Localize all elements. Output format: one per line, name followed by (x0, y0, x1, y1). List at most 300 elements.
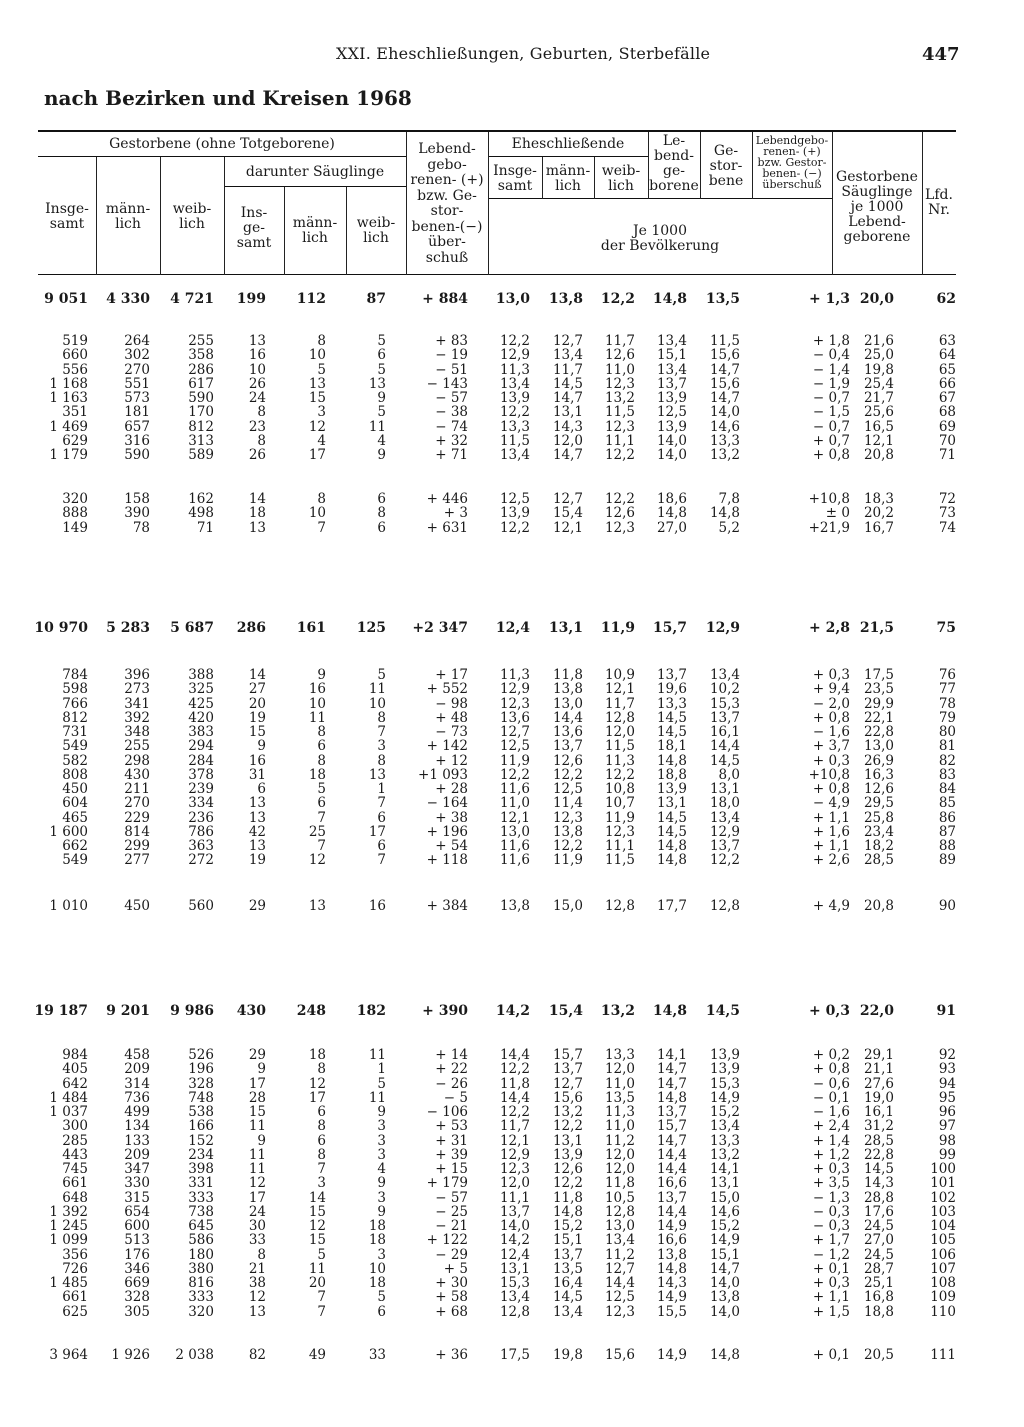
cell-ehe-weiblich: 12,0 (604, 1161, 635, 1177)
cell-lfd-nr: 93 (938, 1061, 956, 1078)
cell-gestorbene-weiblich: 9 986 (170, 1003, 214, 1019)
cell-ehe-weiblich: 12,8 (604, 709, 635, 726)
cell-ehe-weiblich: 11,7 (604, 333, 635, 349)
cell-ueberschuss-rate: + 1,1 (812, 838, 850, 854)
cell-saeuglinge-insgesamt: 286 (236, 620, 266, 636)
cell-gestorbene-weiblich: 586 (188, 1232, 214, 1249)
cell-lfd-nr: 80 (938, 724, 956, 740)
cell-ehe-weiblich: 13,2 (600, 1003, 635, 1019)
cell-ehe-insgesamt: 12,2 (499, 404, 530, 421)
cell-ehe-insgesamt: 11,6 (499, 781, 530, 797)
cell-saeuglinge-insgesamt: 19 (248, 852, 266, 869)
cell-saeuglinge-weiblich: 5 (377, 1075, 386, 1092)
cell-ehe-weiblich: 11,9 (600, 620, 635, 636)
cell-gestorbene-weiblich: 617 (188, 375, 214, 392)
cell-lfd-nr: 103 (930, 1203, 956, 1220)
cell-ueberschuss: + 122 (426, 1232, 468, 1249)
cell-ehe-maennlich: 11,9 (552, 852, 583, 869)
cell-saeuglinge-weiblich: 10 (368, 1260, 386, 1277)
cell-ehe-insgesamt: 13,4 (499, 1289, 530, 1306)
cell-saeuglinge-insgesamt: 14 (248, 667, 266, 683)
header-ueberschuss-rate: Lebendgebo- renen- (+) bzw. Gestor- benen- (−) überschuß (755, 134, 829, 191)
cell-saeuglinge-rate: 14,5 (863, 1161, 894, 1177)
header-weiblich: weib- lich (172, 201, 212, 232)
cell-saeuglinge-maennlich: 10 (308, 347, 326, 364)
cell-gestorbene-insgesamt: 726 (62, 1260, 88, 1277)
cell-saeuglinge-insgesamt: 16 (248, 752, 266, 769)
header-rule-gestorbene (38, 156, 406, 157)
table-row (38, 1091, 956, 1105)
cell-gestorbene-weiblich: 786 (188, 823, 214, 840)
cell-gestorbene-insgesamt: 556 (62, 361, 88, 378)
table-header (38, 130, 956, 276)
cell-saeuglinge-maennlich: 248 (296, 1003, 326, 1019)
cell-saeuglinge-weiblich: 16 (368, 898, 386, 914)
cell-ehe-weiblich: 12,3 (604, 375, 635, 392)
cell-saeuglinge-maennlich: 12 (308, 852, 326, 869)
cell-gestorbene-insgesamt: 519 (62, 333, 88, 349)
cell-gestorbene-maennlich: 134 (124, 1118, 150, 1135)
cell-saeuglinge-insgesamt: 15 (248, 724, 266, 740)
cell-ehe-maennlich: 14,3 (552, 418, 583, 435)
cell-gestorbene-weiblich: 272 (188, 852, 214, 869)
cell-saeuglinge-rate: 29,1 (863, 1047, 894, 1063)
cell-ehe-weiblich: 10,9 (604, 667, 635, 683)
cell-gestorbene-maennlich: 5 283 (106, 620, 150, 636)
cell-gestorbene-maennlich: 211 (124, 781, 150, 797)
cell-gestorbene-maennlich: 299 (124, 838, 150, 854)
cell-saeuglinge-insgesamt: 17 (248, 1189, 266, 1206)
cell-lfd-nr: 85 (938, 795, 956, 812)
cell-ehe-insgesamt: 11,6 (499, 838, 530, 854)
cell-ehe-weiblich: 13,3 (604, 1047, 635, 1063)
cell-lebendgeborene: 14,7 (656, 1061, 687, 1078)
cell-gestorbene-maennlich: 551 (124, 375, 150, 392)
cell-ehe-maennlich: 15,4 (552, 505, 583, 522)
cell-ueberschuss-rate: + 0,3 (812, 1275, 850, 1291)
cell-ueberschuss-rate: + 0,8 (812, 1061, 850, 1078)
cell-ueberschuss: + 36 (435, 1347, 468, 1363)
cell-lebendgeborene: 14,8 (652, 291, 687, 307)
cell-ueberschuss-rate: − 0,4 (812, 347, 850, 364)
cell-saeuglinge-insgesamt: 38 (248, 1275, 266, 1291)
cell-ehe-weiblich: 13,4 (604, 1232, 635, 1249)
cell-lebendgeborene: 18,1 (656, 738, 687, 755)
cell-saeuglinge-rate: 14,3 (863, 1175, 894, 1192)
cell-gestorbene-weiblich: 294 (188, 738, 214, 755)
cell-gestorbene-maennlich: 78 (132, 519, 150, 536)
cell-lebendgeborene: 15,5 (656, 1303, 687, 1320)
table-row (38, 1119, 956, 1133)
cell-lebendgeborene: 14,8 (656, 1089, 687, 1106)
cell-gestorbene-maennlich: 209 (124, 1061, 150, 1078)
cell-saeuglinge-insgesamt: 20 (248, 695, 266, 712)
cell-gestorbene-weiblich: 748 (188, 1089, 214, 1106)
cell-saeuglinge-weiblich: 8 (377, 752, 386, 769)
cell-ehe-insgesamt: 13,7 (499, 1203, 530, 1220)
table-row (38, 754, 956, 768)
cell-ueberschuss-rate: − 0,6 (812, 1075, 850, 1092)
table-title: nach Bezirken und Kreisen 1968 (44, 86, 412, 110)
cell-ueberschuss-rate: − 0,3 (812, 1203, 850, 1220)
cell-gestorbene-weiblich: 334 (188, 795, 214, 812)
cell-gestorbene-insgesamt: 648 (62, 1189, 88, 1206)
cell-saeuglinge-insgesamt: 13 (248, 333, 266, 349)
cell-gestorbene-rate: 13,3 (709, 1132, 740, 1149)
cell-ehe-weiblich: 12,2 (604, 447, 635, 463)
cell-lebendgeborene: 14,9 (656, 1289, 687, 1306)
cell-ueberschuss-rate: + 0,8 (812, 447, 850, 463)
cell-ehe-maennlich: 14,7 (552, 390, 583, 406)
cell-gestorbene-weiblich: 738 (188, 1203, 214, 1220)
cell-saeuglinge-weiblich: 3 (377, 738, 386, 755)
cell-ehe-maennlich: 15,1 (552, 1232, 583, 1249)
table-row (38, 521, 956, 535)
cell-saeuglinge-weiblich: 1 (377, 1061, 386, 1078)
cell-ueberschuss-rate: − 0,1 (812, 1089, 850, 1106)
cell-saeuglinge-weiblich: 3 (377, 1118, 386, 1135)
cell-ehe-insgesamt: 17,5 (499, 1347, 530, 1363)
cell-lebendgeborene: 17,7 (656, 898, 687, 914)
cell-saeuglinge-insgesamt: 13 (248, 1303, 266, 1320)
cell-ehe-insgesamt: 12,4 (495, 620, 530, 636)
table-row (38, 1105, 956, 1119)
header-je-1000: Je 1000 der Bevölkerung (600, 223, 720, 254)
cell-saeuglinge-weiblich: 3 (377, 1132, 386, 1149)
cell-gestorbene-weiblich: 388 (188, 667, 214, 683)
cell-gestorbene-weiblich: 162 (188, 491, 214, 507)
cell-saeuglinge-insgesamt: 42 (248, 823, 266, 840)
table-row (38, 668, 956, 682)
cell-gestorbene-weiblich: 284 (188, 752, 214, 769)
cell-saeuglinge-rate: 19,8 (863, 361, 894, 378)
cell-saeuglinge-rate: 16,8 (863, 1289, 894, 1306)
header-maennlich: männ- lich (105, 201, 151, 232)
cell-gestorbene-weiblich: 358 (188, 347, 214, 364)
table-row (38, 448, 956, 462)
cell-lebendgeborene: 14,9 (656, 1218, 687, 1234)
cell-ehe-maennlich: 13,1 (552, 1132, 583, 1149)
cell-saeuglinge-rate: 12,6 (863, 781, 894, 797)
cell-ehe-maennlich: 14,8 (552, 1203, 583, 1220)
cell-ehe-insgesamt: 13,0 (495, 291, 530, 307)
cell-saeuglinge-maennlich: 7 (317, 1289, 326, 1306)
cell-saeuglinge-insgesamt: 18 (248, 505, 266, 522)
cell-ueberschuss: − 29 (435, 1246, 468, 1263)
cell-lebendgeborene: 14,5 (656, 809, 687, 826)
cell-ueberschuss: + 384 (426, 898, 468, 914)
cell-lebendgeborene: 15,1 (656, 347, 687, 364)
cell-ehe-insgesamt: 14,4 (499, 1047, 530, 1063)
cell-ehe-maennlich: 12,7 (552, 333, 583, 349)
cell-lfd-nr: 77 (938, 681, 956, 698)
cell-saeuglinge-rate: 27,6 (863, 1075, 894, 1092)
cell-ehe-insgesamt: 12,2 (499, 333, 530, 349)
cell-lfd-nr: 99 (938, 1146, 956, 1163)
cell-ueberschuss: + 54 (435, 838, 468, 854)
cell-gestorbene-weiblich: 236 (188, 809, 214, 826)
cell-gestorbene-rate: 13,4 (709, 1118, 740, 1135)
cell-ueberschuss-rate: − 0,7 (812, 418, 850, 435)
cell-gestorbene-weiblich: 420 (188, 709, 214, 726)
cell-ehe-maennlich: 15,7 (552, 1047, 583, 1063)
cell-ehe-maennlich: 14,7 (552, 447, 583, 463)
cell-ehe-insgesamt: 11,7 (499, 1118, 530, 1135)
cell-ueberschuss-rate: + 0,1 (812, 1347, 850, 1363)
cell-saeuglinge-weiblich: 9 (377, 1203, 386, 1220)
cell-gestorbene-rate: 14,9 (709, 1089, 740, 1106)
cell-ueberschuss: + 179 (426, 1175, 468, 1192)
cell-gestorbene-weiblich: 2 038 (175, 1347, 214, 1363)
cell-ueberschuss: + 5 (443, 1260, 468, 1277)
cell-ehe-weiblich: 12,3 (604, 418, 635, 435)
cell-lebendgeborene: 13,4 (656, 333, 687, 349)
cell-saeuglinge-rate: 21,7 (863, 390, 894, 406)
cell-gestorbene-rate: 13,8 (709, 1289, 740, 1306)
cell-gestorbene-insgesamt: 784 (62, 667, 88, 683)
table-row (38, 1176, 956, 1190)
header-saeuglinge-group: darunter Säuglinge (245, 164, 385, 180)
cell-ueberschuss-rate: − 2,0 (812, 695, 850, 712)
cell-saeuglinge-weiblich: 8 (377, 505, 386, 522)
cell-lfd-nr: 109 (930, 1289, 956, 1306)
cell-lebendgeborene: 15,7 (652, 620, 687, 636)
cell-ueberschuss: − 98 (435, 695, 468, 712)
cell-ehe-maennlich: 11,7 (552, 361, 583, 378)
cell-ehe-insgesamt: 12,0 (499, 1175, 530, 1192)
cell-ueberschuss: − 38 (435, 404, 468, 421)
cell-gestorbene-rate: 13,5 (705, 291, 740, 307)
cell-gestorbene-maennlich: 314 (124, 1075, 150, 1092)
cell-ehe-maennlich: 13,7 (552, 1246, 583, 1263)
cell-gestorbene-maennlich: 590 (124, 447, 150, 463)
cell-gestorbene-rate: 14,8 (709, 1347, 740, 1363)
cell-lebendgeborene: 19,6 (656, 681, 687, 698)
cell-saeuglinge-weiblich: 10 (368, 695, 386, 712)
table-row (38, 682, 956, 696)
cell-ueberschuss-rate: − 1,6 (812, 724, 850, 740)
header-ueberschuss: Lebend- gebo- renen- (+) bzw. Ge- stor- benen-(−) über- schuß (410, 141, 484, 266)
table-row (38, 1262, 956, 1276)
cell-lfd-nr: 81 (938, 738, 956, 755)
cell-saeuglinge-rate: 21,1 (863, 1061, 894, 1078)
cell-gestorbene-maennlich: 458 (124, 1047, 150, 1063)
header-ehe-insgesamt: Insge- samt (493, 163, 537, 194)
cell-gestorbene-weiblich: 331 (188, 1175, 214, 1192)
cell-gestorbene-insgesamt: 660 (62, 347, 88, 364)
cell-ueberschuss: − 57 (435, 390, 468, 406)
cell-saeuglinge-insgesamt: 12 (248, 1289, 266, 1306)
cell-ehe-weiblich: 11,5 (604, 852, 635, 869)
cell-saeuglinge-insgesamt: 9 (257, 1061, 266, 1078)
cell-saeuglinge-rate: 25,6 (863, 404, 894, 421)
cell-lebendgeborene: 14,5 (656, 709, 687, 726)
header-saeuglinge-rate: Gestorbene Säuglinge je 1000 Lebend- geborene (836, 169, 918, 245)
cell-ueberschuss: + 53 (435, 1118, 468, 1135)
header-rule-saeuglinge (224, 186, 406, 187)
cell-saeuglinge-insgesamt: 30 (248, 1218, 266, 1234)
cell-saeuglinge-maennlich: 5 (317, 361, 326, 378)
cell-saeuglinge-maennlich: 14 (308, 1189, 326, 1206)
cell-lfd-nr: 101 (930, 1175, 956, 1192)
cell-gestorbene-weiblich: 333 (188, 1189, 214, 1206)
cell-ueberschuss: + 58 (435, 1289, 468, 1306)
cell-saeuglinge-weiblich: 1 (377, 781, 386, 797)
table-row (38, 1191, 956, 1205)
cell-saeuglinge-insgesamt: 29 (248, 898, 266, 914)
cell-gestorbene-insgesamt: 662 (62, 838, 88, 854)
cell-saeuglinge-maennlich: 25 (308, 823, 326, 840)
cell-ueberschuss-rate: + 0,1 (812, 1260, 850, 1277)
cell-saeuglinge-insgesamt: 82 (248, 1347, 266, 1363)
cell-saeuglinge-maennlich: 9 (317, 667, 326, 683)
cell-ehe-maennlich: 13,8 (552, 681, 583, 698)
cell-ehe-weiblich: 12,2 (604, 766, 635, 783)
cell-ueberschuss: + 38 (435, 809, 468, 826)
table-row (38, 899, 956, 913)
cell-saeuglinge-weiblich: 5 (377, 333, 386, 349)
cell-ueberschuss-rate: + 2,6 (812, 852, 850, 869)
cell-gestorbene-rate: 14,7 (709, 390, 740, 406)
cell-ueberschuss-rate: + 0,8 (812, 709, 850, 726)
cell-ehe-maennlich: 12,2 (552, 766, 583, 783)
cell-gestorbene-weiblich: 234 (188, 1146, 214, 1163)
cell-saeuglinge-insgesamt: 12 (248, 1175, 266, 1192)
cell-ueberschuss: + 32 (435, 432, 468, 449)
cell-saeuglinge-rate: 18,2 (863, 838, 894, 854)
cell-saeuglinge-maennlich: 8 (317, 752, 326, 769)
cell-gestorbene-insgesamt: 766 (62, 695, 88, 712)
cell-ehe-insgesamt: 14,0 (499, 1218, 530, 1234)
cell-gestorbene-rate: 14,9 (709, 1232, 740, 1249)
cell-gestorbene-insgesamt: 808 (62, 766, 88, 783)
cell-ehe-insgesamt: 12,9 (499, 347, 530, 364)
cell-ehe-maennlich: 11,4 (552, 795, 583, 812)
cell-lfd-nr: 65 (938, 361, 956, 378)
cell-saeuglinge-maennlich: 12 (308, 1075, 326, 1092)
cell-gestorbene-maennlich: 736 (124, 1089, 150, 1106)
cell-saeuglinge-maennlich: 7 (317, 519, 326, 536)
cell-ehe-insgesamt: 12,8 (499, 1303, 530, 1320)
cell-gestorbene-rate: 16,1 (709, 724, 740, 740)
cell-gestorbene-insgesamt: 812 (62, 709, 88, 726)
cell-gestorbene-maennlich: 316 (124, 432, 150, 449)
cell-lebendgeborene: 14,4 (656, 1146, 687, 1163)
cell-ehe-insgesamt: 12,9 (499, 681, 530, 698)
cell-saeuglinge-weiblich: 18 (368, 1218, 386, 1234)
cell-ehe-weiblich: 12,1 (604, 681, 635, 698)
cell-gestorbene-weiblich: 152 (188, 1132, 214, 1149)
cell-gestorbene-weiblich: 378 (188, 766, 214, 783)
cell-ueberschuss-rate: − 1,6 (812, 1104, 850, 1120)
cell-ueberschuss: − 19 (435, 347, 468, 364)
cell-gestorbene-maennlich: 133 (124, 1132, 150, 1149)
cell-saeuglinge-rate: 28,5 (863, 852, 894, 869)
cell-lfd-nr: 82 (938, 752, 956, 769)
table-row (38, 1290, 956, 1304)
cell-ehe-insgesamt: 13,6 (499, 709, 530, 726)
cell-ehe-maennlich: 13,9 (552, 1146, 583, 1163)
cell-ehe-maennlich: 13,8 (548, 291, 583, 307)
cell-saeuglinge-rate: 29,9 (863, 695, 894, 712)
cell-saeuglinge-insgesamt: 10 (248, 361, 266, 378)
cell-ueberschuss: + 71 (435, 447, 468, 463)
cell-gestorbene-insgesamt: 984 (62, 1047, 88, 1063)
cell-gestorbene-insgesamt: 1 099 (49, 1232, 88, 1249)
cell-ueberschuss: − 106 (426, 1104, 468, 1120)
cell-gestorbene-maennlich: 255 (124, 738, 150, 755)
header-sg-weiblich: weib- lich (356, 215, 396, 246)
cell-ehe-insgesamt: 12,2 (499, 766, 530, 783)
cell-saeuglinge-weiblich: 5 (377, 667, 386, 683)
cell-ueberschuss-rate: + 4,9 (812, 898, 850, 914)
cell-lfd-nr: 71 (938, 447, 956, 463)
cell-saeuglinge-maennlich: 5 (317, 1246, 326, 1263)
cell-ehe-weiblich: 12,8 (604, 898, 635, 914)
cell-gestorbene-rate: 15,2 (709, 1218, 740, 1234)
cell-ehe-weiblich: 11,0 (604, 361, 635, 378)
cell-ueberschuss-rate: − 1,5 (812, 404, 850, 421)
cell-ueberschuss: − 143 (426, 375, 468, 392)
table-row (38, 1205, 956, 1219)
cell-ueberschuss-rate: + 3,5 (812, 1175, 850, 1192)
cell-saeuglinge-insgesamt: 9 (257, 738, 266, 755)
cell-saeuglinge-insgesamt: 27 (248, 681, 266, 698)
cell-lebendgeborene: 14,7 (656, 1075, 687, 1092)
cell-ehe-insgesamt: 11,8 (499, 1075, 530, 1092)
cell-saeuglinge-rate: 26,9 (863, 752, 894, 769)
cell-ehe-insgesamt: 12,5 (499, 738, 530, 755)
cell-saeuglinge-rate: 18,8 (863, 1303, 894, 1320)
cell-lebendgeborene: 13,9 (656, 418, 687, 435)
cell-gestorbene-rate: 13,7 (709, 709, 740, 726)
table-row (38, 405, 956, 419)
cell-gestorbene-rate: 11,5 (709, 333, 740, 349)
header-ehe-maennlich: männ- lich (545, 163, 591, 194)
table-row (38, 711, 956, 725)
cell-lfd-nr: 90 (938, 898, 956, 914)
cell-lfd-nr: 64 (938, 347, 956, 364)
cell-ueberschuss-rate: + 0,7 (812, 432, 850, 449)
cell-gestorbene-maennlich: 341 (124, 695, 150, 712)
cell-ueberschuss: + 142 (426, 738, 468, 755)
cell-ueberschuss: + 196 (426, 823, 468, 840)
cell-saeuglinge-weiblich: 11 (368, 681, 386, 698)
cell-lebendgeborene: 14,4 (656, 1203, 687, 1220)
table-row (38, 363, 956, 377)
cell-lebendgeborene: 13,9 (656, 390, 687, 406)
cell-lebendgeborene: 12,5 (656, 404, 687, 421)
cell-gestorbene-rate: 8,0 (718, 766, 740, 783)
cell-gestorbene-rate: 7,8 (718, 491, 740, 507)
cell-lfd-nr: 108 (930, 1275, 956, 1291)
cell-gestorbene-insgesamt: 450 (62, 781, 88, 797)
cell-ehe-insgesamt: 12,5 (499, 491, 530, 507)
cell-ueberschuss-rate: + 3,7 (812, 738, 850, 755)
header-sg-maennlich: männ- lich (292, 215, 338, 246)
cell-saeuglinge-maennlich: 4 (317, 432, 326, 449)
cell-saeuglinge-maennlich: 6 (317, 1104, 326, 1120)
table-row (38, 1219, 956, 1233)
page-number: 447 (922, 44, 960, 65)
cell-saeuglinge-maennlich: 10 (308, 695, 326, 712)
cell-saeuglinge-insgesamt: 15 (248, 1104, 266, 1120)
chapter-title: XXI. Eheschließungen, Geburten, Sterbefälle (336, 44, 711, 63)
cell-saeuglinge-weiblich: 6 (377, 809, 386, 826)
table-row (38, 796, 956, 810)
cell-saeuglinge-weiblich: 5 (377, 1289, 386, 1306)
cell-lebendgeborene: 16,6 (656, 1232, 687, 1249)
